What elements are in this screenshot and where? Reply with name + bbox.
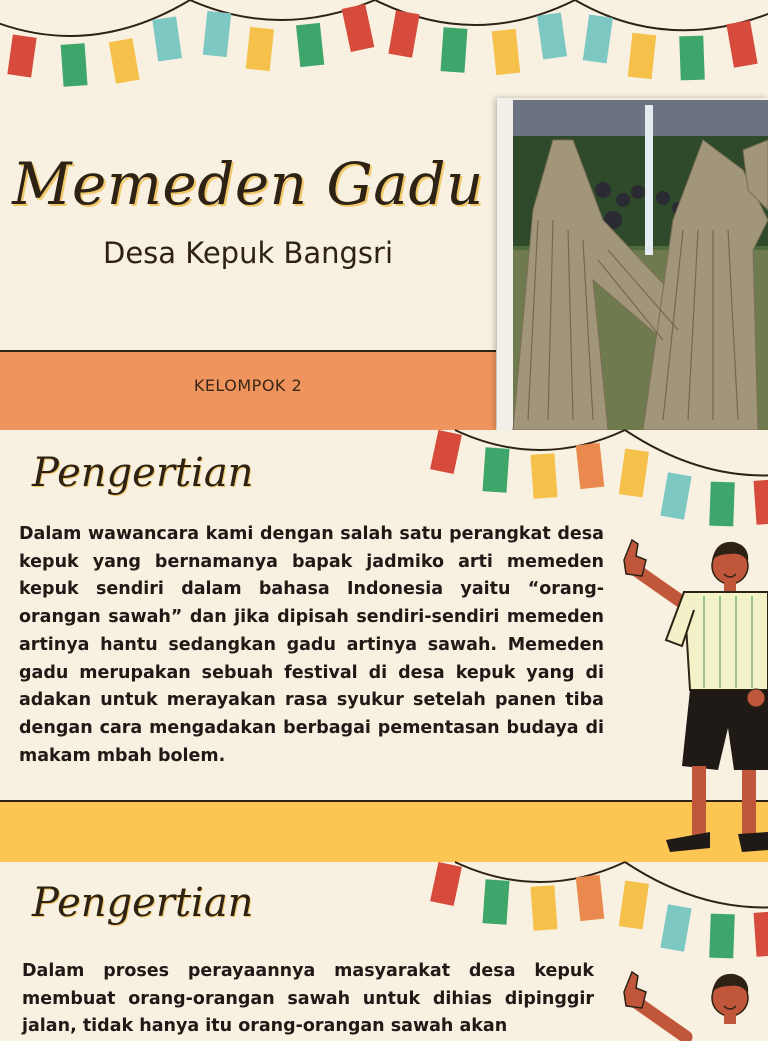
- definition-slide-1: [0, 430, 768, 862]
- title-slide: [0, 0, 768, 430]
- pointing-person-illustration: [606, 530, 768, 860]
- straw-figures-photo: [513, 100, 768, 430]
- section-heading: Pengertian: [32, 450, 254, 496]
- main-title: Memeden Gadu: [12, 150, 484, 218]
- group-label: KELOMPOK 2: [193, 376, 303, 395]
- definition-slide-2: [0, 862, 768, 1037]
- pointing-person-illustration-2: [606, 962, 768, 1024]
- bunting-top: [0, 0, 768, 100]
- section-heading-2: Pengertian: [32, 880, 254, 926]
- process-paragraph: Dalam proses perayaannya masyarakat desa kepuk membuat orang-orangan sawah untuk dihias dipinggir jalan, tidak hanya itu orang-orangan sawah akan: [22, 961, 594, 1037]
- subtitle: Desa Kepuk Bangsri: [102, 236, 394, 270]
- definition-paragraph: Dalam wawancara kami dengan salah satu perangkat desa kepuk yang bernamanya bapak jadmiko arti memeden kepuk sendiri dalam bahasa Indonesia yaitu “orang-orangan sawah” dan jika dipisah sendiri-sendiri memeden artinya hantu sedangkan gadu artinya sawah. Memeden gadu merupakan sebuah festival di desa kepuk yang di adakan untuk merayakan rasa syukur setelah panen tiba dengan cara mengadakan berbagai pementasan budaya di makam mbah bolem.: [19, 524, 604, 766]
